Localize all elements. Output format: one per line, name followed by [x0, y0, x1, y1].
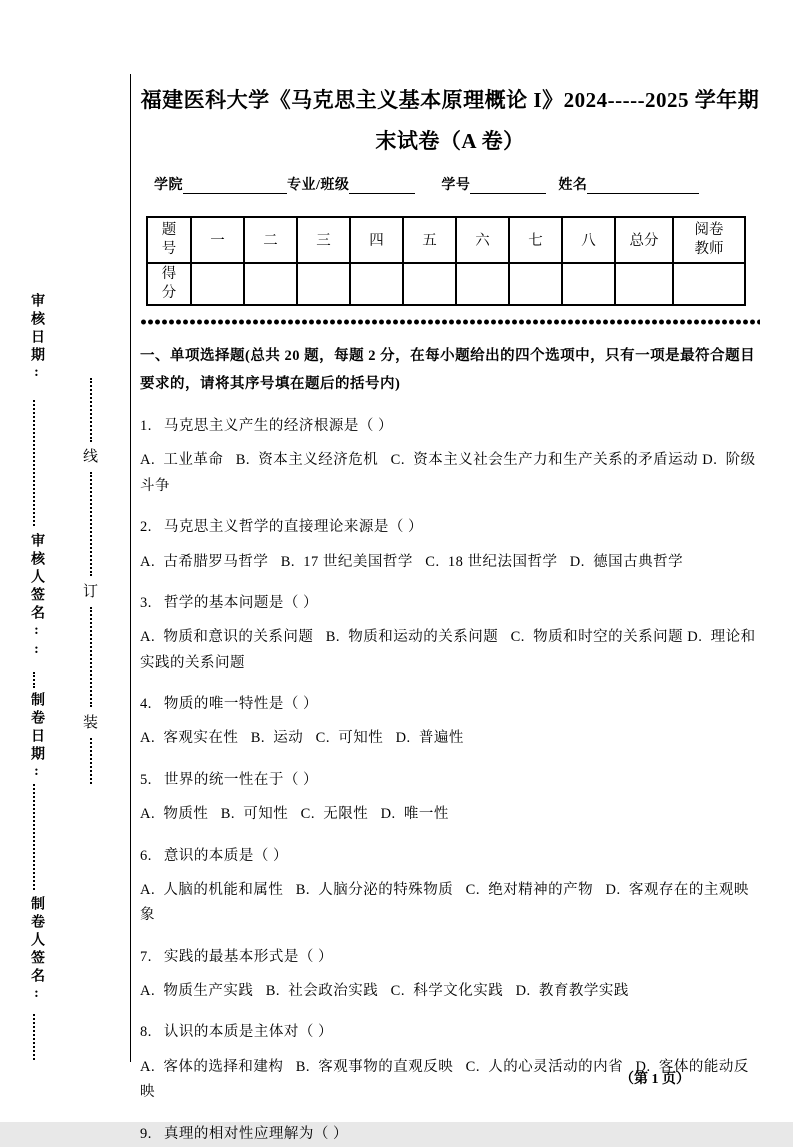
header-col-3: 三 — [297, 217, 350, 263]
papermaker-date-label: 制卷日期: — [29, 692, 44, 783]
question-3 — [140, 591, 760, 676]
score-cell — [244, 263, 297, 305]
content-divider-line — [130, 74, 131, 1062]
header-total: 总分 — [615, 217, 673, 263]
header-col-8: 八 — [562, 217, 615, 263]
dotted-line — [33, 784, 35, 890]
question-4 — [140, 692, 760, 752]
question-stem: 马克思主义哲学的直接理论来源是（ ） — [163, 519, 423, 536]
major-class-blank — [349, 176, 415, 194]
page-title: 福建医科大学《马克思主义基本原理概论 I》2024-----2025 学年期末试卷（A 卷） — [140, 88, 760, 153]
score-row-label: 得分 — [147, 263, 191, 305]
dotted-line — [33, 672, 35, 688]
question-options: A. 物质生产实践 B. 社会政治实践 C. 科学文化实践 D. 教育教学实践 — [140, 983, 629, 1000]
header-col-4: 四 — [350, 217, 403, 263]
header-col-2: 二 — [244, 217, 297, 263]
question-number: 6. — [140, 847, 152, 864]
header-col-1: 一 — [191, 217, 244, 263]
dotted-line — [33, 1014, 35, 1060]
score-cell — [562, 263, 615, 305]
question-options: A. 人脑的机能和属性 B. 人脑分泌的特殊物质 C. 绝对精神的产物 D. 客观存在的主观映象 — [140, 881, 749, 924]
question-5 — [140, 768, 760, 828]
question-number: 7. — [140, 948, 152, 965]
question-stem: 物质的唯一特性是（ ） — [163, 696, 318, 713]
question-number: 2. — [140, 519, 152, 536]
binding-char-line: 线 — [83, 449, 99, 465]
score-cell — [509, 263, 562, 305]
score-cell — [403, 263, 456, 305]
question-options: A. 客观实在性 B. 运动 C. 可知性 D. 普遍性 — [140, 730, 464, 747]
papermaker-signature-label: 制卷人签名: — [29, 896, 44, 1005]
dotted-line — [33, 400, 35, 526]
score-cell — [456, 263, 509, 305]
question-options: A. 物质和意识的关系问题 B. 物质和运动的关系问题 C. 物质和时空的关系问题 D. 理论和实践的关系问题 — [140, 629, 756, 671]
question-options: A. 物质性 B. 可知性 C. 无限性 D. 唯一性 — [140, 806, 449, 823]
header-col-6: 六 — [456, 217, 509, 263]
score-cell — [191, 263, 244, 305]
question-number: 8. — [140, 1024, 152, 1041]
header-grader: 阅卷教师 — [673, 217, 745, 263]
binding-line-dots — [90, 607, 92, 707]
score-table-header-row — [147, 217, 745, 263]
binding-char-staple: 订 — [83, 584, 99, 600]
question-number: 9. — [140, 1125, 152, 1142]
name-blank — [587, 176, 699, 194]
section-heading: 一、单项选择题(总共 20 题，每题 2 分，在每小题给出的四个选项中，只有一项是最符合题目要求的，请将其序号填在题后的括号内) — [140, 347, 756, 392]
question-2 — [140, 515, 760, 575]
review-date-label: 审核日期: — [29, 293, 44, 384]
student-info-row — [140, 174, 760, 194]
question-stem: 意识的本质是（ ） — [163, 847, 288, 864]
question-stem: 马克思主义产生的经济根源是（ ） — [163, 418, 393, 435]
main-content — [140, 80, 760, 1147]
question-number: 5. — [140, 771, 152, 788]
binding-line-dots — [90, 378, 92, 442]
question-options: A. 客体的选择和建构 B. 客观事物的直观反映 C. 人的心灵活动的内省 D. 客体的能动反映 — [140, 1058, 749, 1101]
student-id-blank — [470, 176, 546, 194]
score-table — [146, 216, 746, 306]
question-8 — [140, 1020, 760, 1105]
binding-char-bind: 装 — [83, 715, 99, 731]
header-col-7: 七 — [509, 217, 562, 263]
question-number: 3. — [140, 594, 152, 611]
name-label: 姓名 — [558, 177, 588, 193]
student-id-label: 学号 — [441, 177, 471, 193]
reviewer-signature-label: 审核人签名:: — [29, 533, 44, 661]
binding-line-dots — [90, 738, 92, 784]
page-footer: （第 1 页） — [620, 1072, 690, 1087]
question-1 — [140, 414, 760, 499]
question-9 — [140, 1122, 760, 1147]
question-stem: 真理的相对性应理解为（ ） — [163, 1125, 348, 1142]
dotted-separator — [140, 319, 760, 325]
question-options: A. 工业革命 B. 资本主义经济危机 C. 资本主义社会生产力和生产关系的矛盾运动 D. 阶级斗争 — [140, 452, 756, 494]
question-stem: 哲学的基本问题是（ ） — [163, 594, 318, 611]
score-row — [147, 263, 745, 305]
score-cell — [350, 263, 403, 305]
major-class-label: 专业/班级 — [287, 177, 350, 193]
grader-cell — [673, 263, 745, 305]
college-label: 学院 — [154, 177, 183, 193]
question-options: A. 古希腊罗马哲学 B. 17 世纪美国哲学 C. 18 世纪法国哲学 D. 德国古典哲学 — [140, 553, 684, 570]
question-7 — [140, 945, 760, 1005]
header-col-5: 五 — [403, 217, 456, 263]
question-6 — [140, 844, 760, 929]
question-stem: 世界的统一性在于（ ） — [163, 771, 318, 788]
score-cell — [297, 263, 350, 305]
binding-line-dots — [90, 472, 92, 576]
college-blank — [183, 176, 287, 194]
total-score-cell — [615, 263, 673, 305]
question-stem: 认识的本质是主体对（ ） — [163, 1024, 333, 1041]
header-question-number: 题号 — [147, 217, 191, 263]
question-number: 4. — [140, 696, 152, 713]
question-stem: 实践的最基本形式是（ ） — [163, 948, 333, 965]
question-number: 1. — [140, 418, 152, 435]
